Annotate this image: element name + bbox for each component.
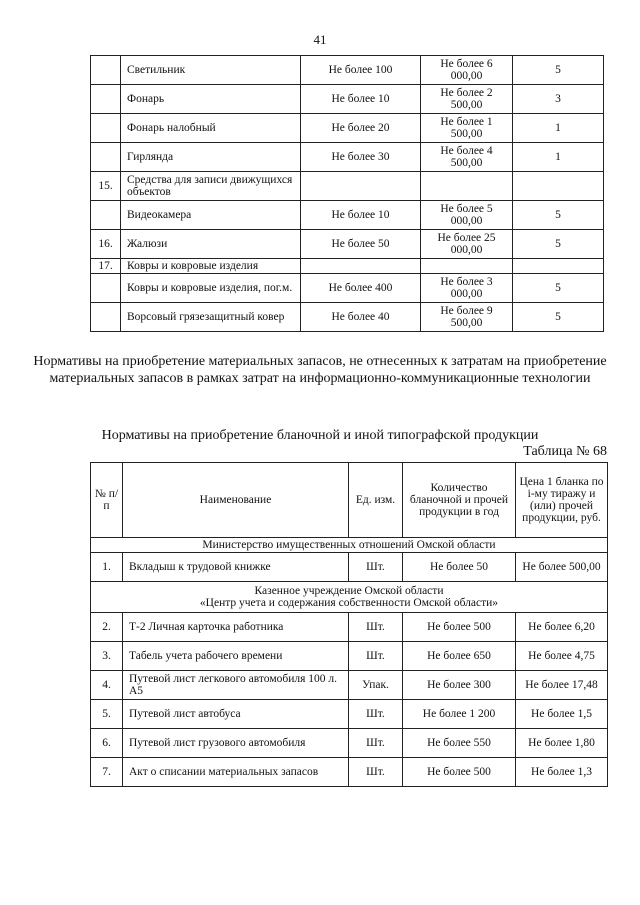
section-title: Министерство имущественных отношений Омской области (91, 538, 608, 553)
row-unit: Шт. (349, 729, 403, 758)
row-name: Видеокамера (121, 201, 301, 230)
table-row (91, 85, 604, 114)
table-row (91, 729, 608, 758)
row-name: Ворсовый грязезащитный ковер (121, 303, 301, 332)
header-name: Наименование (123, 463, 349, 538)
row-unit: Шт. (349, 758, 403, 787)
row-num: 6. (91, 729, 123, 758)
row-name: Жалюзи (121, 230, 301, 259)
table-row (91, 172, 604, 201)
row-name: Т-2 Личная карточка работника (123, 613, 349, 642)
row-num (91, 114, 121, 143)
row-unit: Шт. (349, 553, 403, 582)
section-heading-materials: Нормативы на приобретение материальных запасов, не отнесенных к затратам на приобретение материальных запасов в рамках затрат на информационно-коммуникационные технологии (33, 354, 607, 386)
section-heading-forms: Нормативы на приобретение бланочной и иной типографской продукции (101, 428, 539, 443)
header-num: № п/п (91, 463, 123, 538)
forms-table (90, 462, 608, 787)
row-name: Светильник (121, 56, 301, 85)
row-qty: Не более 50 (301, 230, 421, 259)
row-price: Не более 3 000,00 (421, 274, 513, 303)
table-row (91, 642, 608, 671)
table-number: Таблица № 68 (523, 444, 607, 459)
row-qty: Не более 500 (403, 613, 516, 642)
row-price: Не более 6 000,00 (421, 56, 513, 85)
row-life: 5 (513, 201, 604, 230)
row-price: Не более 1 500,00 (421, 114, 513, 143)
row-life: 5 (513, 56, 604, 85)
row-num: 7. (91, 758, 123, 787)
row-num: 5. (91, 700, 123, 729)
row-life: 5 (513, 274, 604, 303)
row-price: Не более 2 500,00 (421, 85, 513, 114)
row-num: 3. (91, 642, 123, 671)
table-row (91, 143, 604, 172)
row-price: Не более 6,20 (516, 613, 608, 642)
row-qty: Не более 50 (403, 553, 516, 582)
row-price: Не более 1,3 (516, 758, 608, 787)
row-life (513, 172, 604, 201)
row-num (91, 56, 121, 85)
row-price: Не более 4,75 (516, 642, 608, 671)
row-name: Вкладыш к трудовой книжке (123, 553, 349, 582)
table-row (91, 56, 604, 85)
row-life: 5 (513, 303, 604, 332)
table-row (91, 259, 604, 274)
row-name: Акт о списании материальных запасов (123, 758, 349, 787)
row-num: 15. (91, 172, 121, 201)
table-row (91, 230, 604, 259)
row-life: 3 (513, 85, 604, 114)
row-name: Средства для записи движущихся объектов (121, 172, 301, 201)
row-unit: Шт. (349, 613, 403, 642)
row-life: 1 (513, 143, 604, 172)
header-unit: Ед. изм. (349, 463, 403, 538)
materials-table-continued (90, 55, 604, 332)
row-num: 1. (91, 553, 123, 582)
page-number: 41 (313, 32, 327, 47)
row-num (91, 303, 121, 332)
table-row (91, 671, 608, 700)
row-qty (301, 172, 421, 201)
table-row (91, 114, 604, 143)
row-qty: Не более 400 (301, 274, 421, 303)
row-qty: Не более 30 (301, 143, 421, 172)
row-name: Путевой лист легкового автомобиля 100 л. А5 (123, 671, 349, 700)
row-price: Не более 500,00 (516, 553, 608, 582)
row-life (513, 259, 604, 274)
section-row (91, 582, 608, 613)
row-price: Не более 4 500,00 (421, 143, 513, 172)
row-num (91, 143, 121, 172)
row-price: Не более 17,48 (516, 671, 608, 700)
row-qty: Не более 300 (403, 671, 516, 700)
header-price: Цена 1 бланка по i-му тиражу и (или) прочей продукции, руб. (516, 463, 608, 538)
row-qty: Не более 500 (403, 758, 516, 787)
header-qty: Количество бланочной и прочей продукции в год (403, 463, 516, 538)
section-title (91, 582, 608, 613)
row-qty: Не более 650 (403, 642, 516, 671)
row-unit: Шт. (349, 642, 403, 671)
row-name: Гирлянда (121, 143, 301, 172)
row-name: Табель учета рабочего времени (123, 642, 349, 671)
row-num: 2. (91, 613, 123, 642)
row-num: 17. (91, 259, 121, 274)
row-price: Не более 1,80 (516, 729, 608, 758)
section-title-line1: Казенное учреждение Омской области (254, 585, 444, 597)
table-row (91, 700, 608, 729)
row-name: Фонарь (121, 85, 301, 114)
row-num (91, 274, 121, 303)
row-qty: Не более 550 (403, 729, 516, 758)
table-row (91, 758, 608, 787)
row-life: 1 (513, 114, 604, 143)
table-row (91, 274, 604, 303)
row-num (91, 201, 121, 230)
row-price (421, 172, 513, 201)
row-qty: Не более 100 (301, 56, 421, 85)
row-num: 4. (91, 671, 123, 700)
row-name: Путевой лист грузового автомобиля (123, 729, 349, 758)
row-price (421, 259, 513, 274)
row-price: Не более 5 000,00 (421, 201, 513, 230)
table-row (91, 613, 608, 642)
row-qty: Не более 20 (301, 114, 421, 143)
row-qty: Не более 40 (301, 303, 421, 332)
row-qty: Не более 10 (301, 201, 421, 230)
table-row (91, 201, 604, 230)
section-row (91, 538, 608, 553)
row-qty: Не более 1 200 (403, 700, 516, 729)
row-num (91, 85, 121, 114)
row-name: Ковры и ковровые изделия (121, 259, 301, 274)
row-price: Не более 25 000,00 (421, 230, 513, 259)
row-name: Путевой лист автобуса (123, 700, 349, 729)
table-row (91, 303, 604, 332)
row-unit: Упак. (349, 671, 403, 700)
row-unit: Шт. (349, 700, 403, 729)
row-num: 16. (91, 230, 121, 259)
row-name: Фонарь налобный (121, 114, 301, 143)
row-name: Ковры и ковровые изделия, пог.м. (121, 274, 301, 303)
row-qty (301, 259, 421, 274)
row-price: Не более 1,5 (516, 700, 608, 729)
row-life: 5 (513, 230, 604, 259)
row-qty: Не более 10 (301, 85, 421, 114)
row-price: Не более 9 500,00 (421, 303, 513, 332)
table-row (91, 553, 608, 582)
table-header-row (91, 463, 608, 538)
section-title-line2: «Центр учета и содержания собственности Омской области» (199, 597, 499, 609)
